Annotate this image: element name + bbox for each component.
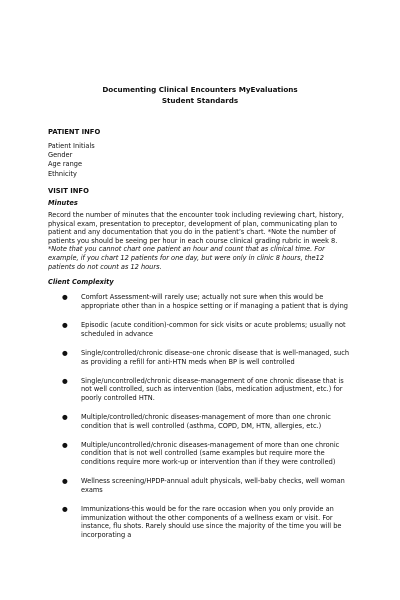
patient-info-item: Patient Initials <box>48 142 95 150</box>
bullet-icon: ● <box>62 505 68 514</box>
bullet-icon: ● <box>62 413 68 422</box>
list-item <box>48 413 352 430</box>
list-item <box>48 477 352 494</box>
client-complexity-list <box>48 293 352 539</box>
patient-info-item: Gender <box>48 151 73 160</box>
list-item <box>48 441 352 467</box>
list-item <box>48 377 352 403</box>
list-item-text: Comfort Assessment-will rarely use; actually not sure when this would be appropriate other than in a hospice setting or if managing a patient that is dying <box>81 293 348 310</box>
minutes-paragraph <box>48 211 352 271</box>
patient-info-item: Age range <box>48 160 83 169</box>
minutes-text: Record the number of minutes that the encounter took including reviewing chart, history, physical exam, presentation to preceptor, development of plan, communicating plan to patient and any documentation that you do in the patient’s chart. *Note the number of patients you should be seeing per hour in each course clinical grading rubric in week 8. <box>48 211 344 245</box>
visit-info-heading: VISIT INFO <box>48 186 89 195</box>
bullet-icon: ● <box>62 321 68 330</box>
list-item-text: Wellness screening/HPDP-annual adult physicals, well-baby checks, well woman exams <box>81 477 345 494</box>
list-item-text: Single/uncontrolled/chronic disease-management of one chronic disease that is not well controlled, such as intervention (labs, medication adjustment, etc.) for poorly controlled HTN. <box>81 376 344 402</box>
spacer <box>48 271 352 278</box>
spacer <box>48 179 352 186</box>
document-subtitle: Student Standards <box>161 96 239 105</box>
client-complexity-heading: Client Complexity <box>48 278 114 287</box>
list-item <box>48 293 352 310</box>
minutes-heading: Minutes <box>48 198 78 207</box>
list-item-text: Multiple/uncontrolled/chronic diseases-management of more than one chronic condition that is not well controlled (same examples but require more the conditions require more work-up or intervention than if they were controlled) <box>81 440 340 467</box>
bullet-icon: ● <box>62 348 68 357</box>
patient-info-heading: PATIENT INFO <box>48 128 101 136</box>
bullet-icon: ● <box>62 440 68 449</box>
list-item-text: Episodic (acute condition)-common for sick visits or acute problems; usually not scheduled in advance <box>81 321 346 338</box>
minutes-note: *Note that you cannot chart one patient an hour and count that as clinical time. For example, if you chart 12 patients for one day, but were only in clinic 8 hours, the12 patients do not count as 12 hours. <box>48 245 325 271</box>
spacer <box>48 106 352 127</box>
patient-info-item: Ethnicity <box>48 169 77 178</box>
list-item-text: Single/controlled/chronic disease-one chronic disease that is well-managed, such as providing a refill for anti-HTN meds when BP is well controlled <box>81 348 350 366</box>
bullet-icon: ● <box>62 477 68 486</box>
list-item-text: Multiple/controlled/chronic diseases-management of more than one chronic condition that is well controlled (asthma, COPD, DM, HTN, allergies, etc.) <box>81 413 331 430</box>
list-item <box>48 349 352 366</box>
bullet-icon: ● <box>62 376 68 385</box>
list-item <box>48 505 352 539</box>
list-item <box>48 321 352 338</box>
bullet-icon: ● <box>62 293 68 302</box>
list-item-text: Immunizations-this would be for the rare occasion when you only provide an immunization without the other components of a wellness exam or visit. For instance, flu shots. Rarely should use since the majority of the time you will be incorporating a <box>81 505 342 539</box>
document-title: Documenting Clinical Encounters MyEvaluations <box>102 85 298 94</box>
